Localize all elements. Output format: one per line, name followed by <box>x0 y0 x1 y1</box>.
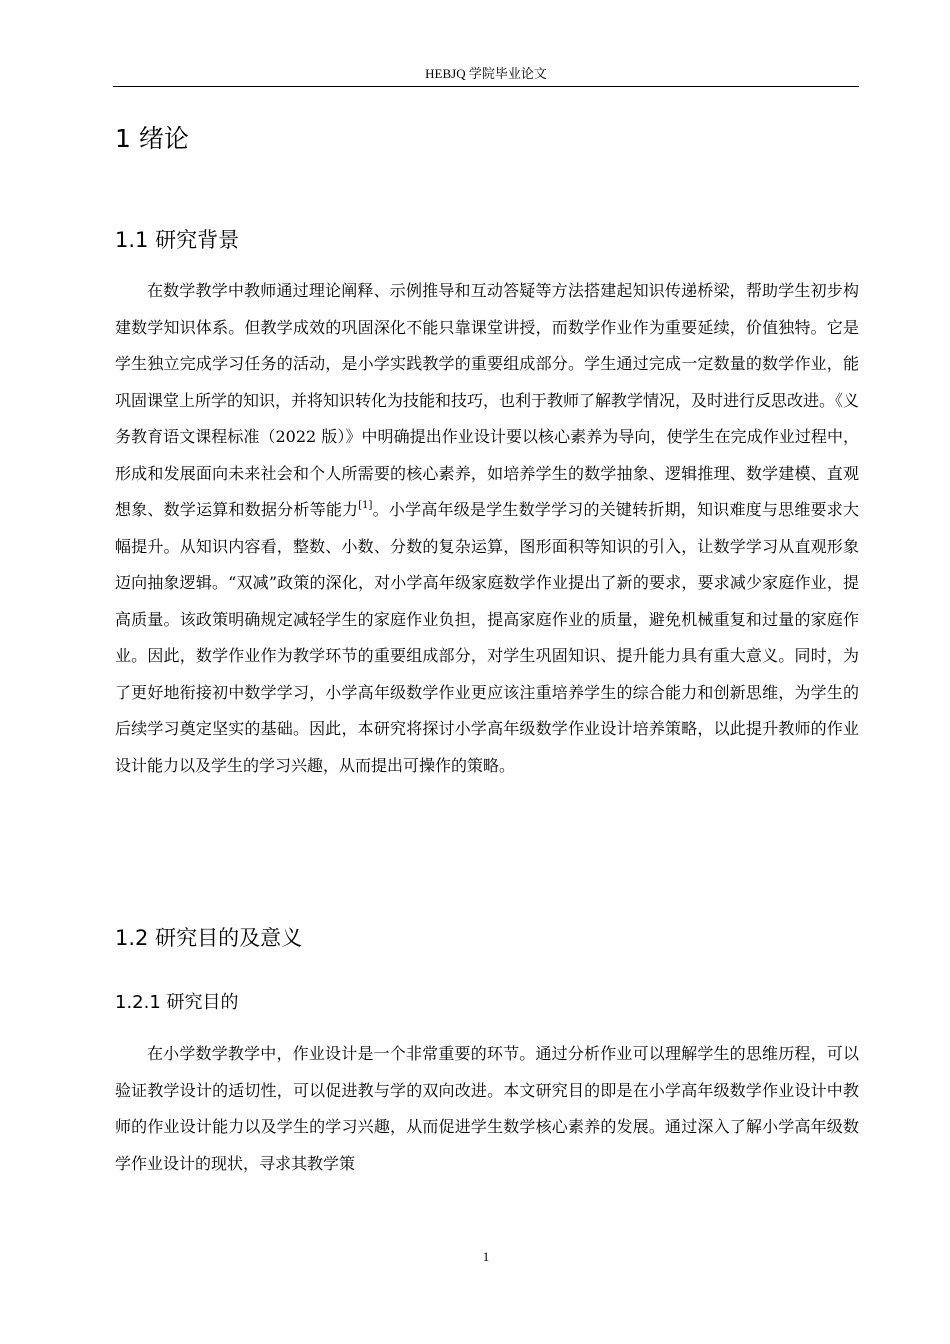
section-1-2-1-paragraph: 在小学数学教学中，作业设计是一个非常重要的环节。通过分析作业可以理解学生的思维历程，可以验证教学设计的适切性，可以促进教与学的双向改进。本文研究目的即是在小学高年级数学作业设计中教师的作业设计能力以及学生的学习兴趣，从而促进学生数学核心素养的发展。通过深入了解小学高年级数学作业设计的现状，寻求其教学策 <box>115 1044 859 1173</box>
page-number: 1 <box>482 1249 490 1264</box>
section-title-1-2-1: 1.2.1 研究目的 <box>115 992 239 1013</box>
page-header: HEBJQ 学院毕业论文 <box>425 66 547 81</box>
section-title-1-1: 1.1 研究背景 <box>115 228 240 252</box>
section-title-1-2: 1.2 研究目的及意义 <box>115 926 303 950</box>
header-divider <box>113 86 859 87</box>
paragraph-text-after-citation: 。小学高年级是学生数学学习的关键转折期，知识难度与思维要求大幅提升。从知识内容看，整数、小数、分数的复杂运算，图形面积等知识的引入，让数学学习从直观形象迈向抽象逻辑。“双减”政策的深化，对小学高年级家庭数学作业提出了新的要求，要求减少家庭作业，提高质量。该政策明确规定减轻学生的家庭作业负担，提高家庭作业的质量，避免机械重复和过量的家庭作业。因此，数学作业作为教学环节的重要组成部分，对学生巩固知识、提升能力具有重大意义。同时，为了更好地衔接初中数学学习，小学高年级数学作业更应该注重培养学生的综合能力和创新思维，为学生的后续学习奠定坚实的基础。因此，本研究将探讨小学高年级数学作业设计培养策略，以此提升教师的作业设计能力以及学生的学习兴趣，从而提出可操作的策略。 <box>115 500 859 775</box>
paragraph-text-before-citation: 在数学教学中教师通过理论阐释、示例推导和互动答疑等方法搭建起知识传递桥梁，帮助学生初步构建数学知识体系。但教学成效的巩固深化不能只靠课堂讲授，而数学作业作为重要延续，价值独特。它是学生独立完成学习任务的活动，是小学实践教学的重要组成部分。学生通过完成一定数量的数学作业，能巩固课堂上所学的知识，并将知识转化为技能和技巧，也利于教师了解教学情况，及时进行反思改进。《义务教育语文课程标准（2022 版）》中明确提出作业设计要以核心素养为导向，使学生在完成作业过程中，形成和发展面向未来社会和个人所需要的核心素养，如培养学生的数学抽象、逻辑推理、数学建模、直观想象、数学运算和数据分析等能力 <box>115 281 860 519</box>
chapter-title: 1 绪论 <box>115 124 189 153</box>
section-1-1-paragraph <box>115 273 859 784</box>
citation-ref[interactable]: [1] <box>358 500 373 511</box>
